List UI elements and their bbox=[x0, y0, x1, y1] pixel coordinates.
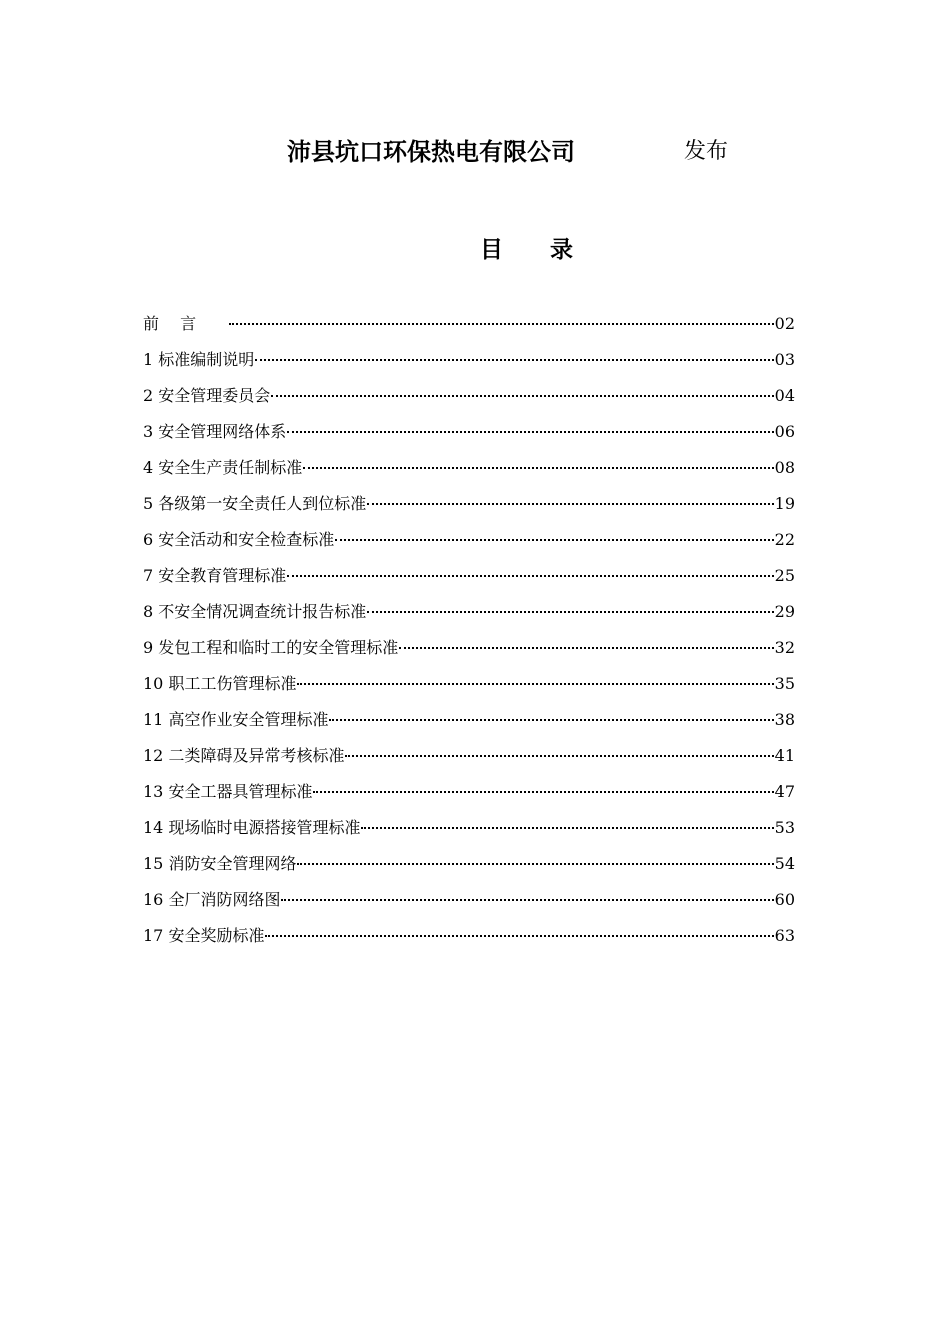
toc-entry-page: 04 bbox=[774, 386, 795, 405]
toc-title-char-1: 目 bbox=[480, 236, 503, 263]
toc-entry-label: 2 安全管理委员会 bbox=[143, 386, 271, 405]
toc-entry-page: 60 bbox=[774, 890, 795, 909]
toc-entry-page: 63 bbox=[774, 926, 795, 945]
toc-entry-label: 13 安全工器具管理标准 bbox=[143, 782, 313, 801]
toc-entry-page: 38 bbox=[774, 710, 795, 729]
toc-leader-dots bbox=[271, 395, 773, 397]
toc-leader-dots bbox=[399, 647, 773, 649]
toc-entry-label: 6 安全活动和安全检查标准 bbox=[143, 530, 335, 549]
toc-entry-page: 19 bbox=[774, 494, 795, 513]
toc-leader-dots bbox=[287, 575, 773, 577]
toc-entry-page: 25 bbox=[774, 566, 795, 585]
toc-entry-label: 7 安全教育管理标准 bbox=[143, 566, 287, 585]
toc-leader-dots bbox=[287, 431, 773, 433]
toc-title-char-2: 录 bbox=[550, 236, 573, 263]
toc-entry-page: 35 bbox=[774, 674, 795, 693]
publisher-line bbox=[0, 134, 950, 170]
toc-leader-dots bbox=[297, 683, 773, 685]
toc-entry[interactable] bbox=[143, 486, 795, 522]
toc-entry-label: 11 高空作业安全管理标准 bbox=[143, 710, 329, 729]
toc-leader-dots bbox=[367, 611, 773, 613]
toc-entry-label: 16 全厂消防网络图 bbox=[143, 890, 281, 909]
toc-leader-dots bbox=[367, 503, 773, 505]
toc-entry[interactable] bbox=[143, 666, 795, 702]
toc-entry[interactable] bbox=[143, 594, 795, 630]
toc-entry-page: 02 bbox=[774, 314, 795, 333]
toc-leader-dots bbox=[281, 899, 773, 901]
toc-leader-dots bbox=[335, 539, 773, 541]
toc-entry-label: 1 标准编制说明 bbox=[143, 350, 255, 369]
toc-entry-label: 12 二类障碍及异常考核标准 bbox=[143, 746, 345, 765]
toc-entry-page: 03 bbox=[774, 350, 795, 369]
toc-entry-page: 22 bbox=[774, 530, 795, 549]
toc-entry-label: 前 言 bbox=[143, 314, 229, 333]
toc-entry[interactable] bbox=[143, 810, 795, 846]
toc-entry[interactable] bbox=[143, 630, 795, 666]
toc-entry[interactable] bbox=[143, 414, 795, 450]
toc-leader-dots bbox=[255, 359, 773, 361]
toc-leader-dots bbox=[229, 323, 774, 325]
toc-leader-dots bbox=[313, 791, 773, 793]
toc-entry[interactable] bbox=[143, 846, 795, 882]
toc-leader-dots bbox=[297, 863, 773, 865]
toc-entry[interactable] bbox=[143, 918, 795, 954]
toc-entry[interactable] bbox=[143, 774, 795, 810]
toc-entry-label: 5 各级第一安全责任人到位标准 bbox=[143, 494, 367, 513]
toc-entry-label: 15 消防安全管理网络 bbox=[143, 854, 297, 873]
toc-entry-page: 54 bbox=[774, 854, 795, 873]
toc-entry-label: 3 安全管理网络体系 bbox=[143, 422, 287, 441]
toc-entry-page: 29 bbox=[774, 602, 795, 621]
toc-entry-label: 9 发包工程和临时工的安全管理标准 bbox=[143, 638, 399, 657]
toc-entry[interactable] bbox=[143, 306, 795, 342]
toc-entry-label: 8 不安全情况调查统计报告标准 bbox=[143, 602, 367, 621]
toc-leader-dots bbox=[361, 827, 773, 829]
toc-leader-dots bbox=[345, 755, 773, 757]
company-name: 沛县坑口环保热电有限公司 bbox=[287, 137, 575, 166]
toc-leader-dots bbox=[329, 719, 773, 721]
publish-label: 发布 bbox=[684, 139, 729, 164]
toc-entry-label: 4 安全生产责任制标准 bbox=[143, 458, 303, 477]
toc-entry-page: 06 bbox=[774, 422, 795, 441]
toc-leader-dots bbox=[265, 935, 773, 937]
toc-entry[interactable] bbox=[143, 558, 795, 594]
toc-entry-page: 53 bbox=[774, 818, 795, 837]
toc-entry[interactable] bbox=[143, 378, 795, 414]
toc-entry-page: 47 bbox=[774, 782, 795, 801]
toc-entry[interactable] bbox=[143, 702, 795, 738]
toc-title bbox=[0, 232, 950, 268]
toc-entry-label: 14 现场临时电源搭接管理标准 bbox=[143, 818, 361, 837]
toc-entry-page: 32 bbox=[774, 638, 795, 657]
toc-entry[interactable] bbox=[143, 882, 795, 918]
toc-entry[interactable] bbox=[143, 738, 795, 774]
toc-entry-label: 10 职工工伤管理标准 bbox=[143, 674, 297, 693]
toc-list bbox=[143, 306, 795, 954]
toc-entry[interactable] bbox=[143, 342, 795, 378]
toc-leader-dots bbox=[303, 467, 773, 469]
toc-entry[interactable] bbox=[143, 450, 795, 486]
toc-entry-page: 08 bbox=[774, 458, 795, 477]
toc-entry-label: 17 安全奖励标准 bbox=[143, 926, 265, 945]
toc-entry-page: 41 bbox=[774, 746, 795, 765]
toc-entry[interactable] bbox=[143, 522, 795, 558]
